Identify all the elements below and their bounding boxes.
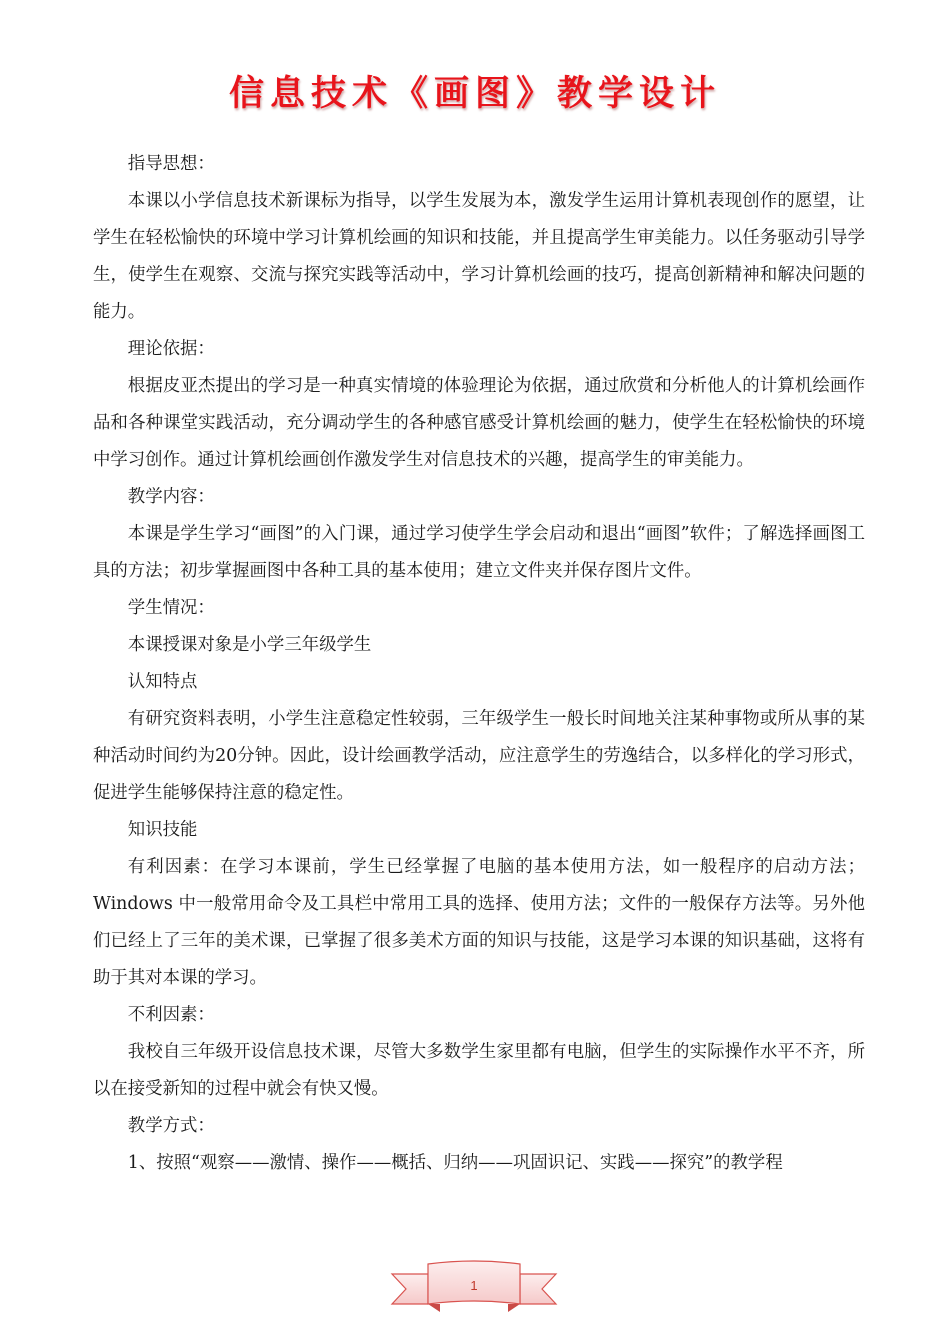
paragraph-student-target: 本课授课对象是小学三年级学生: [127, 635, 372, 655]
paragraph-teaching-method-1: 1、按照“观察——激情、操作——概括、归纳——巩固识记、实践——探究”的教学程: [127, 1153, 783, 1173]
paragraph-teaching-content: 本课是学生学习“画图”的入门课，通过学习使学生学会启动和退出“画图”软件；了解选择画图工具的方法；初步掌握画图中各种工具的基本使用；建立文件夹并保存图片文件。: [93, 524, 865, 581]
paragraph-guiding-thought: 本课以小学信息技术新课标为指导，以学生发展为本，激发学生运用计算机表现创作的愿望，让学生在轻松愉快的环境中学习计算机绘画的知识和技能，并且提高学生审美能力。以任务驱动引导学生，使学生在观察、交流与探究实践等活动中，学习计算机绘画的技巧，提高创新精神和解决问题的能力。: [93, 191, 865, 322]
paragraph-theory-basis: 根据皮亚杰提出的学习是一种真实情境的体验理论为依据，通过欣赏和分析他人的计算机绘画作品和各种课堂实践活动，充分调动学生的各种感官感受计算机绘画的魅力，使学生在轻松愉快的环境中学习创作。通过计算机绘画创作激发学生对信息技术的兴趣，提高学生的审美能力。: [93, 376, 865, 470]
paragraph-cognitive-features: 有研究资料表明，小学生注意稳定性较弱，三年级学生一般长时间地关注某种事物或所从事的某种活动时间约为20分钟。因此，设计绘画教学活动，应注意学生的劳逸结合，以多样化的学习形式，促进学生能够保持注意的稳定性。: [93, 709, 865, 803]
heading-guiding-thought: 指导思想：: [127, 154, 215, 174]
document-body: [93, 146, 865, 1182]
heading-teaching-content: 教学内容：: [127, 487, 215, 507]
heading-student-situation: 学生情况：: [127, 598, 215, 618]
page-number: 1: [470, 1278, 478, 1293]
paragraph-unfavorable-factors: 我校自三年级开设信息技术课，尽管大多数学生家里都有电脑，但学生的实际操作水平不齐，所以在接受新知的过程中就会有快又慢。: [93, 1042, 865, 1099]
heading-knowledge-skills: 知识技能: [127, 820, 198, 840]
heading-cognitive-features: 认知特点: [127, 672, 198, 692]
heading-teaching-method: 教学方式：: [127, 1116, 215, 1136]
heading-unfavorable-factors: 不利因素：: [127, 1005, 215, 1025]
heading-theory-basis: 理论依据：: [127, 339, 215, 359]
paragraph-favorable-factors: 有利因素：在学习本课前，学生已经掌握了电脑的基本使用方法，如一般程序的启动方法；Windows 中一般常用命令及工具栏中常用工具的选择、使用方法；文件的一般保存方法等。另外他们已经上了三年的美术课，已掌握了很多美术方面的知识与技能，这是学习本课的知识基础，这将有助于其对本课的学习。: [93, 857, 865, 988]
page-footer-ribbon: [388, 1252, 560, 1322]
document-title: 信息技术《画图》教学设计: [228, 74, 721, 114]
